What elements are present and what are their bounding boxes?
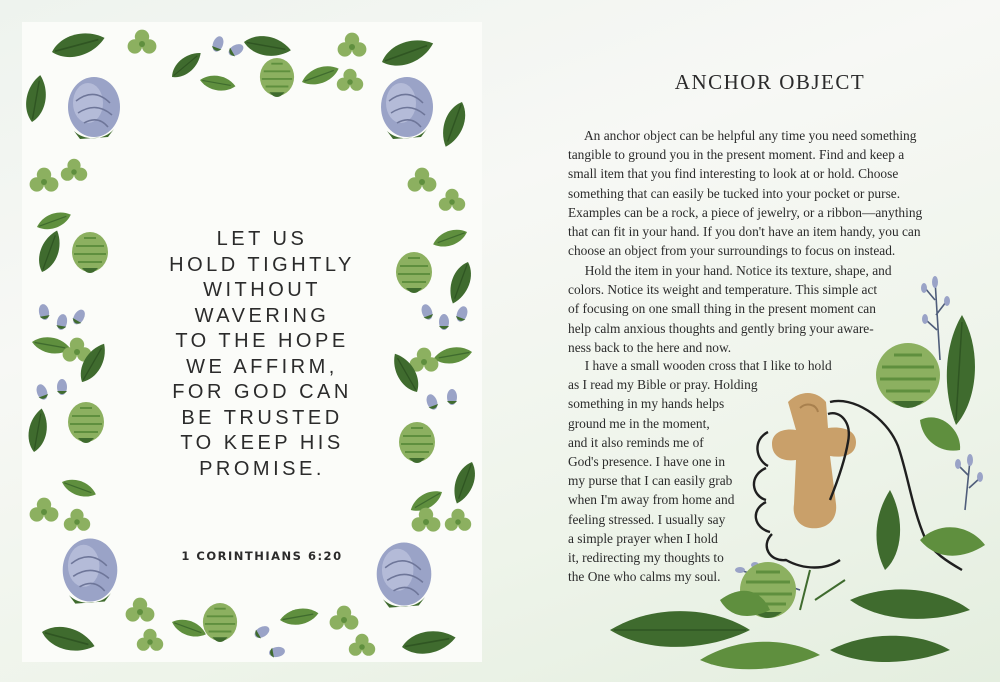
text-line: a simple prayer when I hold	[568, 530, 718, 546]
verse-line: BE TRUSTED	[181, 406, 343, 429]
paragraph-3	[568, 356, 832, 586]
verse-text	[142, 227, 382, 482]
text-line: ground me in the moment,	[568, 415, 710, 431]
text-line: the One who calms my soul.	[568, 569, 721, 585]
verse-line: FOR GOD CAN	[172, 381, 352, 403]
text-line: of focusing on one small thing in the present moment can	[568, 301, 876, 317]
text-line: choose an object from your surroundings to focus on instead.	[568, 243, 896, 259]
paragraph-1	[568, 126, 922, 260]
text-line: it, redirecting my thoughts to	[568, 550, 724, 566]
verse-card	[22, 22, 482, 662]
text-line: ness back to the here and now.	[568, 339, 732, 355]
text-line: I have a small wooden cross that I like to hold	[568, 358, 832, 373]
verse-line: WAVERING	[194, 304, 330, 327]
text-line: my purse that I can easily grab	[568, 473, 733, 489]
text-line: An anchor object can be helpful any time you need something	[568, 128, 917, 143]
text-line: feeling stressed. I usually say	[568, 511, 726, 527]
text-line: small item that you find interesting to look at or hold. Choose	[568, 166, 899, 182]
text-line: as I read my Bible or pray. Holding	[568, 377, 758, 393]
page-title: ANCHOR OBJECT	[674, 70, 866, 94]
text-line: something that can easily be tucked into your pocket or purse.	[568, 185, 901, 201]
verse-reference: 1 CORINTHIANS 6:20	[181, 549, 343, 563]
verse-line: TO THE HOPE	[175, 330, 349, 352]
verse-line: WE AFFIRM,	[186, 355, 338, 378]
text-line: Hold the item in your hand. Notice its texture, shape, and	[568, 263, 892, 278]
text-line: that can fit in your hand. If you don't have an item handy, you can	[568, 224, 921, 240]
text-line: help calm anxious thoughts and gently bring your aware-	[568, 320, 874, 336]
text-line: God's presence. I have one in	[568, 454, 726, 470]
verse-line: HOLD TIGHTLY	[169, 253, 355, 276]
text-line: tangible to ground you in the present moment. Find and keep a	[568, 147, 905, 163]
verse-line: TO KEEP HIS	[180, 432, 344, 454]
verse-line: PROMISE.	[199, 457, 325, 480]
verse-line: LET US	[216, 228, 308, 250]
text-line: something in my hands helps	[568, 396, 725, 412]
text-line: and it also reminds me of	[568, 434, 704, 450]
text-line: Examples can be a rock, a piece of jewelry, or a ribbon—anything	[568, 204, 923, 220]
text-line: colors. Notice its weight and temperature. This simple act	[568, 282, 878, 298]
text-line: when I'm away from home and	[568, 492, 735, 508]
verse-line: WITHOUT	[203, 279, 321, 301]
